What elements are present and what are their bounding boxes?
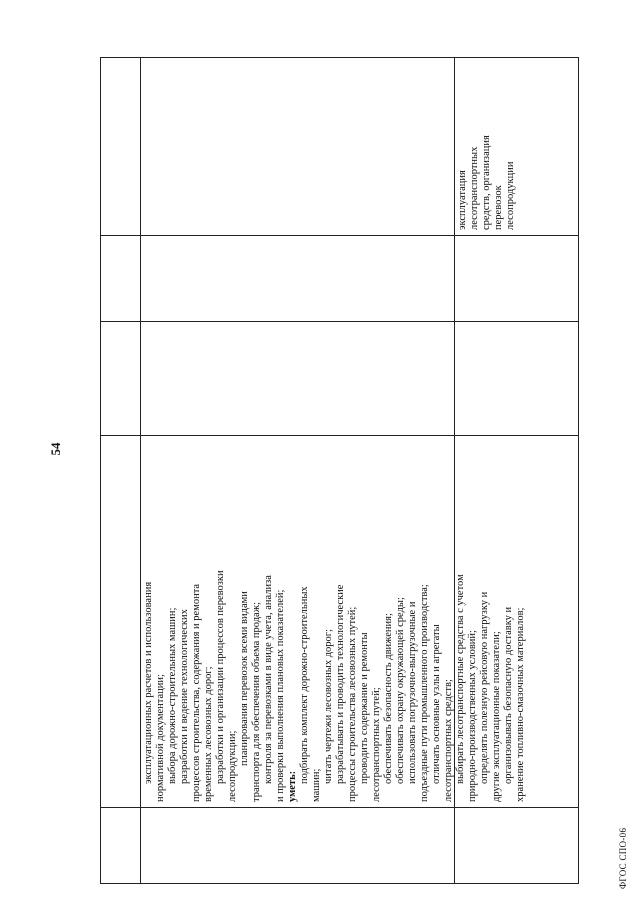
skills-line: машин;: [311, 768, 322, 802]
skills-line: и проверки выполнения плановых показателей;: [275, 589, 286, 802]
skills-line: лесотранспортных средств;: [443, 679, 454, 802]
skills-line: планирования перевозок всеми видами: [239, 591, 250, 766]
skills-line: обеспечивать охрану окружающей среды;: [395, 597, 406, 784]
cell-code-main: [141, 808, 455, 884]
skills-line: отличать основные узлы и агрегаты: [431, 624, 442, 784]
skills-line: определять полезную рейсовую нагрузку и: [479, 591, 490, 784]
skills-line: контроля за перевозками в виде учета, анализа: [263, 575, 274, 784]
cell-hours2-main: [141, 236, 455, 322]
skills-line: обеспечивать безопасность движения;: [383, 613, 394, 784]
subject-line: средств, организация: [481, 135, 492, 230]
skills-line: эксплуатационных расчетов и использования: [143, 581, 154, 784]
cell-subject: [455, 58, 579, 236]
page-number: 54: [48, 442, 63, 456]
cell-hours-top: [101, 322, 141, 436]
skills-line: выбора дорожно-строительных машин;: [167, 607, 178, 784]
skills-line: лесопродукции;: [227, 730, 238, 802]
cell-skills: [141, 436, 526, 808]
standard-table: [100, 57, 579, 884]
cell-code-bottom: [455, 808, 579, 884]
cell-discipline-top: [101, 58, 141, 236]
skills-line: проводить содержание и ремонты: [359, 632, 370, 784]
subject-line: лесотранспортных: [469, 146, 480, 230]
skills-line: нормативной документации;: [155, 674, 166, 802]
skills-line: разрабатывать и проводить технологические: [335, 584, 346, 784]
skills-line: процессы строительства лесовозных путей;: [347, 606, 358, 802]
skills-line: использовать погрузочно-выгрузочные и: [407, 601, 418, 784]
cell-discipline-main: [141, 58, 455, 236]
subject-line: эксплуатация: [457, 170, 468, 230]
skills-line: процессов строительства, содержания и ремонта: [191, 583, 202, 802]
cell-hours2-top: [101, 236, 141, 322]
subject-line: перевозок: [493, 185, 504, 230]
skills-line: хранение топливно-смазочных материалов;: [515, 607, 526, 802]
subject-text: [457, 63, 517, 230]
skills-line: транспорта для обеспечения объема продаж;: [251, 602, 262, 802]
cell-hours-main: [141, 322, 455, 436]
skills-line: другие эксплуатационные показатели;: [491, 631, 502, 802]
skills-line: лесотранспортных путей;: [371, 687, 382, 802]
skills-line: временных лесовозных дорог;: [203, 666, 214, 802]
skills-text: [143, 442, 527, 802]
subject-line: лесопродукции: [505, 161, 516, 230]
skills-line: читать чертежи лесовозных дорог;: [323, 628, 334, 784]
footer-code: ФГОС СПО-06: [618, 827, 628, 889]
cell-code-top: [101, 808, 141, 884]
table-row-main: [141, 58, 455, 884]
skills-line: разработки и организации процессов перевозки: [215, 570, 226, 784]
skills-line: подбирать комплект дорожно-строительных: [299, 586, 310, 784]
cell-skills-top: [101, 436, 141, 808]
skills-line: уметь:: [287, 770, 298, 802]
skills-line: разработки и ведение технологических: [179, 609, 190, 784]
table-row-top: [101, 58, 141, 884]
skills-line: природно-производственных условий;: [467, 630, 478, 802]
cell-hours-bottom: [455, 322, 579, 436]
skills-line: подъездные пути промышленного производства;: [419, 584, 430, 802]
skills-line: выбирать лесотранспортные средства с учетом: [455, 574, 466, 784]
skills-line: организовывать безопасную доставку и: [503, 606, 514, 784]
cell-hours2-bottom: [455, 236, 579, 322]
